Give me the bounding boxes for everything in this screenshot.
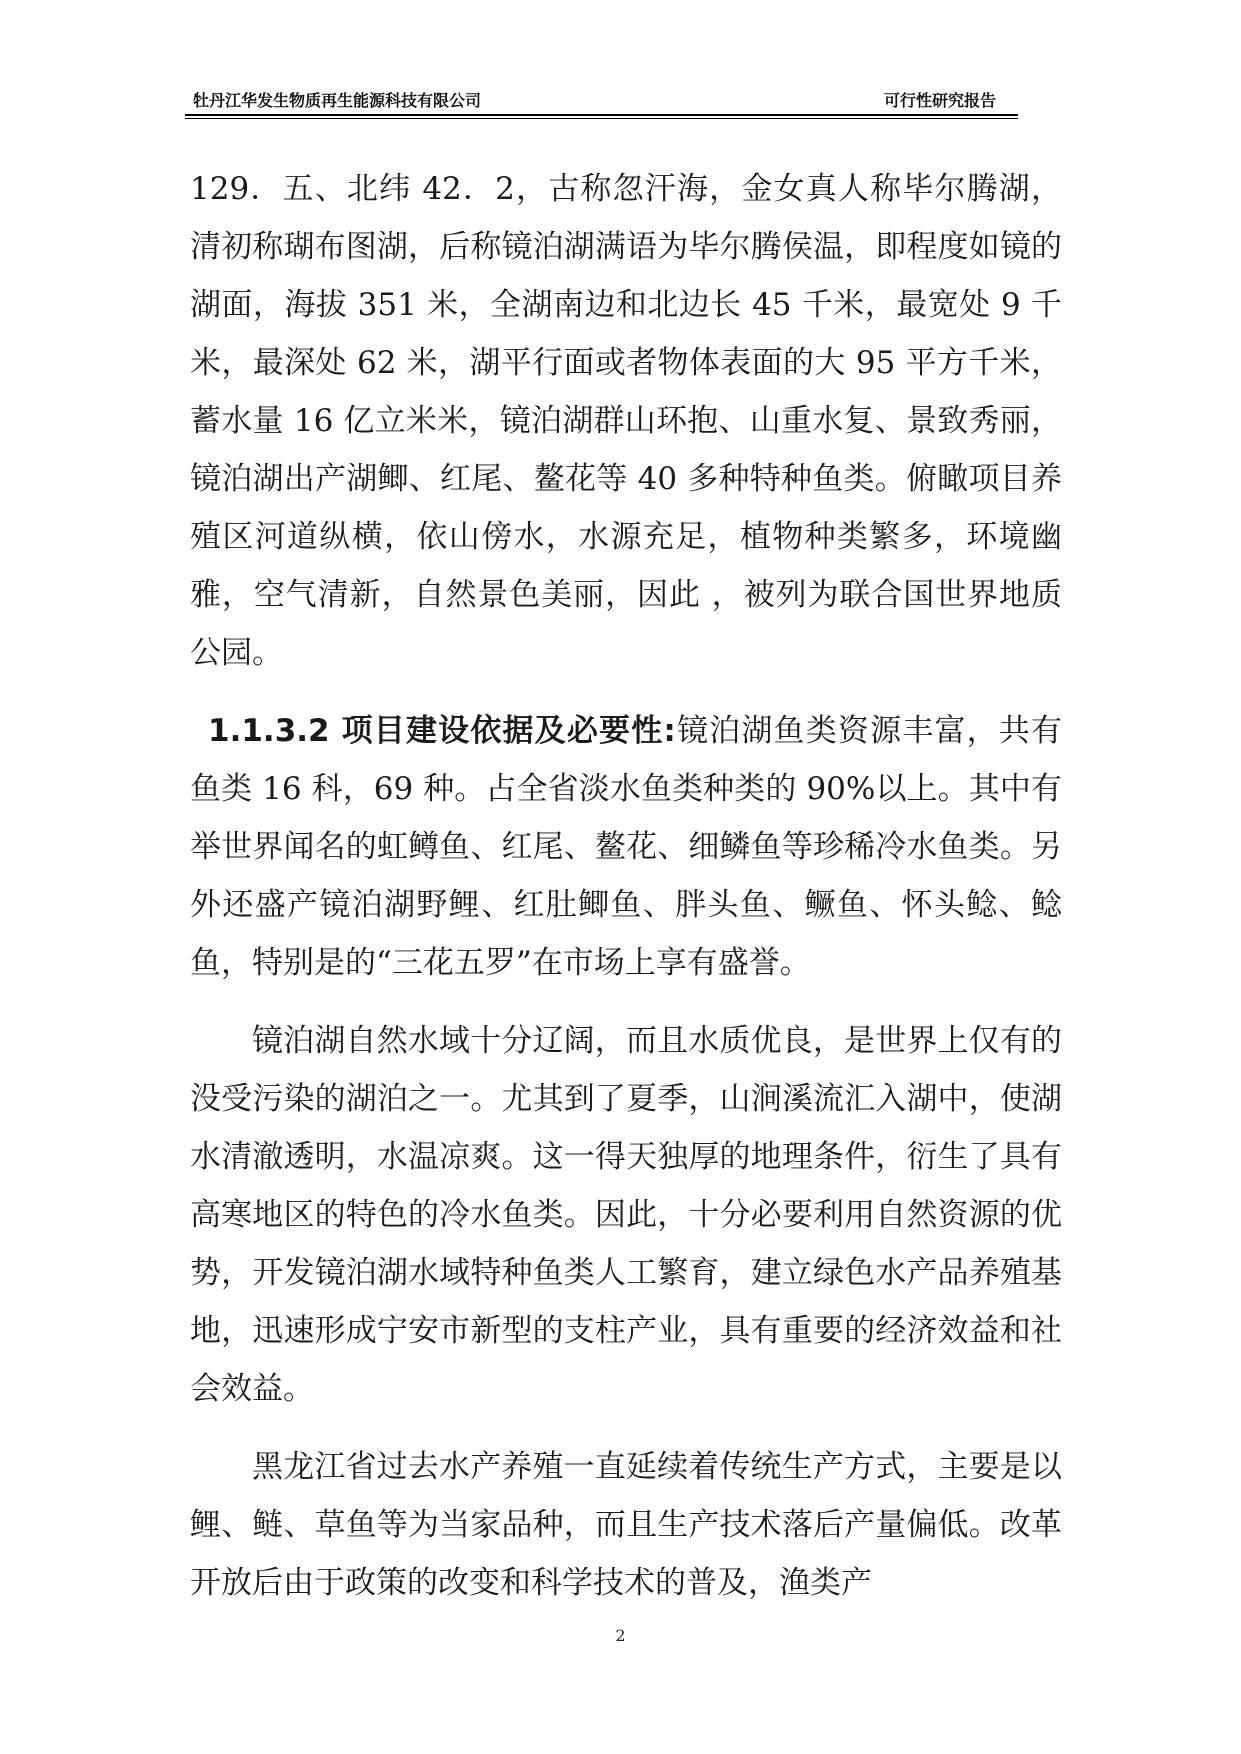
paragraph-lake-description: 129．五、北纬 42．2，古称忽汗海，金女真人称毕尔腾湖，清初称瑚布图湖，后称镜泊湖满语为毕尔腾侯温，即程度如镜的湖面，海拔 351 米，全湖南边和北边长 45 千米，最宽处 9 千米，最深处 62 米，湖平行面或者物体表面的大 95 平方千米，蓄水量 16 亿立米米，镜泊湖群山环抱、山重水复、景致秀丽，镜泊湖出产湖鲫、红尾、鳌花等 40 多种特种鱼类。俯瞰项目养殖区河道纵横，依山傍水，水源充足，植物种类繁多，环境幽雅，空气清新，自然景色美丽，因此 ，被列为联合国世界地质公园。: [190, 171, 1062, 671]
page-header: [185, 84, 1018, 114]
header-company-name: 牡丹江华发生物质再生能源科技有限公司: [193, 91, 482, 110]
header-rule: [185, 114, 1018, 116]
paragraph-fish-resources: 镜泊湖鱼类资源丰富，共有鱼类 16 科，69 种。占全省淡水鱼类种类的 90%以上。其中有举世界闻名的虹鳟鱼、红尾、鳌花、细鳞鱼等珍稀冷水鱼类。另外还盛产镜泊湖野鲤、红肚鲫鱼、胖头鱼、鳜鱼、怀头鲶、鲶鱼，特别是的“三花五罗”在市场上享有盛誉。: [190, 713, 1063, 981]
paragraph-water-quality: 镜泊湖自然水域十分辽阔，而且水质优良，是世界上仅有的没受污染的湖泊之一。尤其到了夏季，山涧溪流汇入湖中，使湖水清澈透明，水温凉爽。这一得天独厚的地理条件，衍生了具有高寒地区的特色的冷水鱼类。因此，十分必要利用自然资源的优势，开发镜泊湖水域特种鱼类人工繁育，建立绿色水产品养殖基地，迅速形成宁安市新型的支柱产业，具有重要的经济效益和社会效益。: [190, 1023, 1062, 1407]
document-body: [190, 160, 1062, 1612]
header-document-type: 可行性研究报告: [883, 91, 996, 110]
section-heading: 1.1.3.2 项目建设依据及必要性:: [208, 713, 676, 749]
paragraph-aquaculture-history: 黑龙江省过去水产养殖一直延续着传统生产方式，主要是以鲤、鲢、草鱼等为当家品种，而且生产技术落后产量偏低。改革开放后由于政策的改变和科学技术的普及，渔类产: [190, 1449, 1062, 1601]
page-number: 2: [615, 1626, 626, 1645]
paragraph-project-basis: [190, 702, 1062, 992]
header-rule-thin: [185, 118, 1018, 119]
